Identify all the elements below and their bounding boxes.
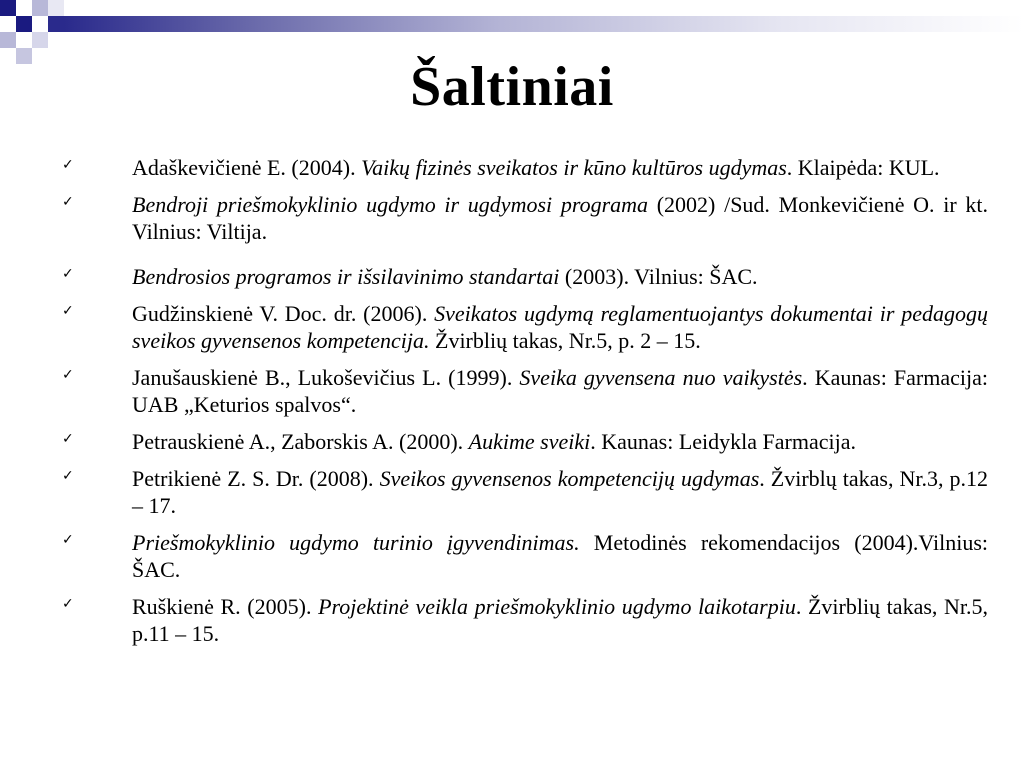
checkmark-icon: ✓ <box>62 157 74 173</box>
decor-square <box>48 0 64 16</box>
reference-text: Petrauskienė A., Zaborskis A. (2000). Aukime sveiki. Kaunas: Leidykla Farmacija. <box>132 429 856 454</box>
decor-square <box>0 0 16 16</box>
reference-item <box>62 593 988 647</box>
checkmark-icon: ✓ <box>62 596 74 612</box>
reference-item <box>62 263 988 290</box>
reference-text: Gudžinskienė V. Doc. dr. (2006). Sveikatos ugdymą reglamentuojantys dokumentai ir pedagogų sveikos gyvensenos kompetencija. Žvirblių takas, Nr.5, p. 2 – 15. <box>132 301 988 353</box>
checkmark-icon: ✓ <box>62 367 74 383</box>
decor-square <box>0 32 16 48</box>
reference-item <box>62 465 988 519</box>
checkmark-icon: ✓ <box>62 266 74 282</box>
checkmark-icon: ✓ <box>62 303 74 319</box>
decor-square <box>16 16 32 32</box>
reference-text: Petrikienė Z. S. Dr. (2008). Sveikos gyvensenos kompetencijų ugdymas. Žvirblų takas, Nr.3, p.12 – 17. <box>132 466 988 518</box>
reference-item <box>62 364 988 418</box>
reference-item <box>62 428 988 455</box>
reference-text: Adaškevičienė E. (2004). Vaikų fizinės sveikatos ir kūno kultūros ugdymas. Klaipėda: KUL. <box>132 155 940 180</box>
reference-item <box>62 529 988 583</box>
decor-square <box>48 16 64 32</box>
top-gradient-bar <box>64 16 1024 32</box>
decor-square <box>32 32 48 48</box>
reference-text: Bendrosios programos ir išsilavinimo standartai (2003). Vilnius: ŠAC. <box>132 264 758 289</box>
reference-item <box>62 154 988 181</box>
references-list <box>62 154 988 657</box>
checkmark-icon: ✓ <box>62 532 74 548</box>
checkmark-icon: ✓ <box>62 194 74 210</box>
slide-title: Šaltiniai <box>410 56 614 118</box>
reference-text: Janušauskienė B., Lukoševičius L. (1999). Sveika gyvensena nuo vaikystės. Kaunas: Farmacija: UAB „Keturios spalvos“. <box>132 365 988 417</box>
decor-square <box>32 0 48 16</box>
checkmark-icon: ✓ <box>62 468 74 484</box>
reference-text: Ruškienė R. (2005). Projektinė veikla priešmokyklinio ugdymo laikotarpiu. Žvirblių takas, Nr.5, p.11 – 15. <box>132 594 989 646</box>
reference-text: Priešmokyklinio ugdymo turinio įgyvendinimas. Metodinės rekomendacijos (2004).Vilnius: ŠAC. <box>132 530 989 582</box>
reference-item <box>62 191 988 245</box>
reference-text: Bendroji priešmokyklinio ugdymo ir ugdymosi programa (2002) /Sud. Monkevičienė O. ir kt. Vilnius: Viltija. <box>132 192 988 244</box>
checkmark-icon: ✓ <box>62 431 74 447</box>
reference-item <box>62 300 988 354</box>
